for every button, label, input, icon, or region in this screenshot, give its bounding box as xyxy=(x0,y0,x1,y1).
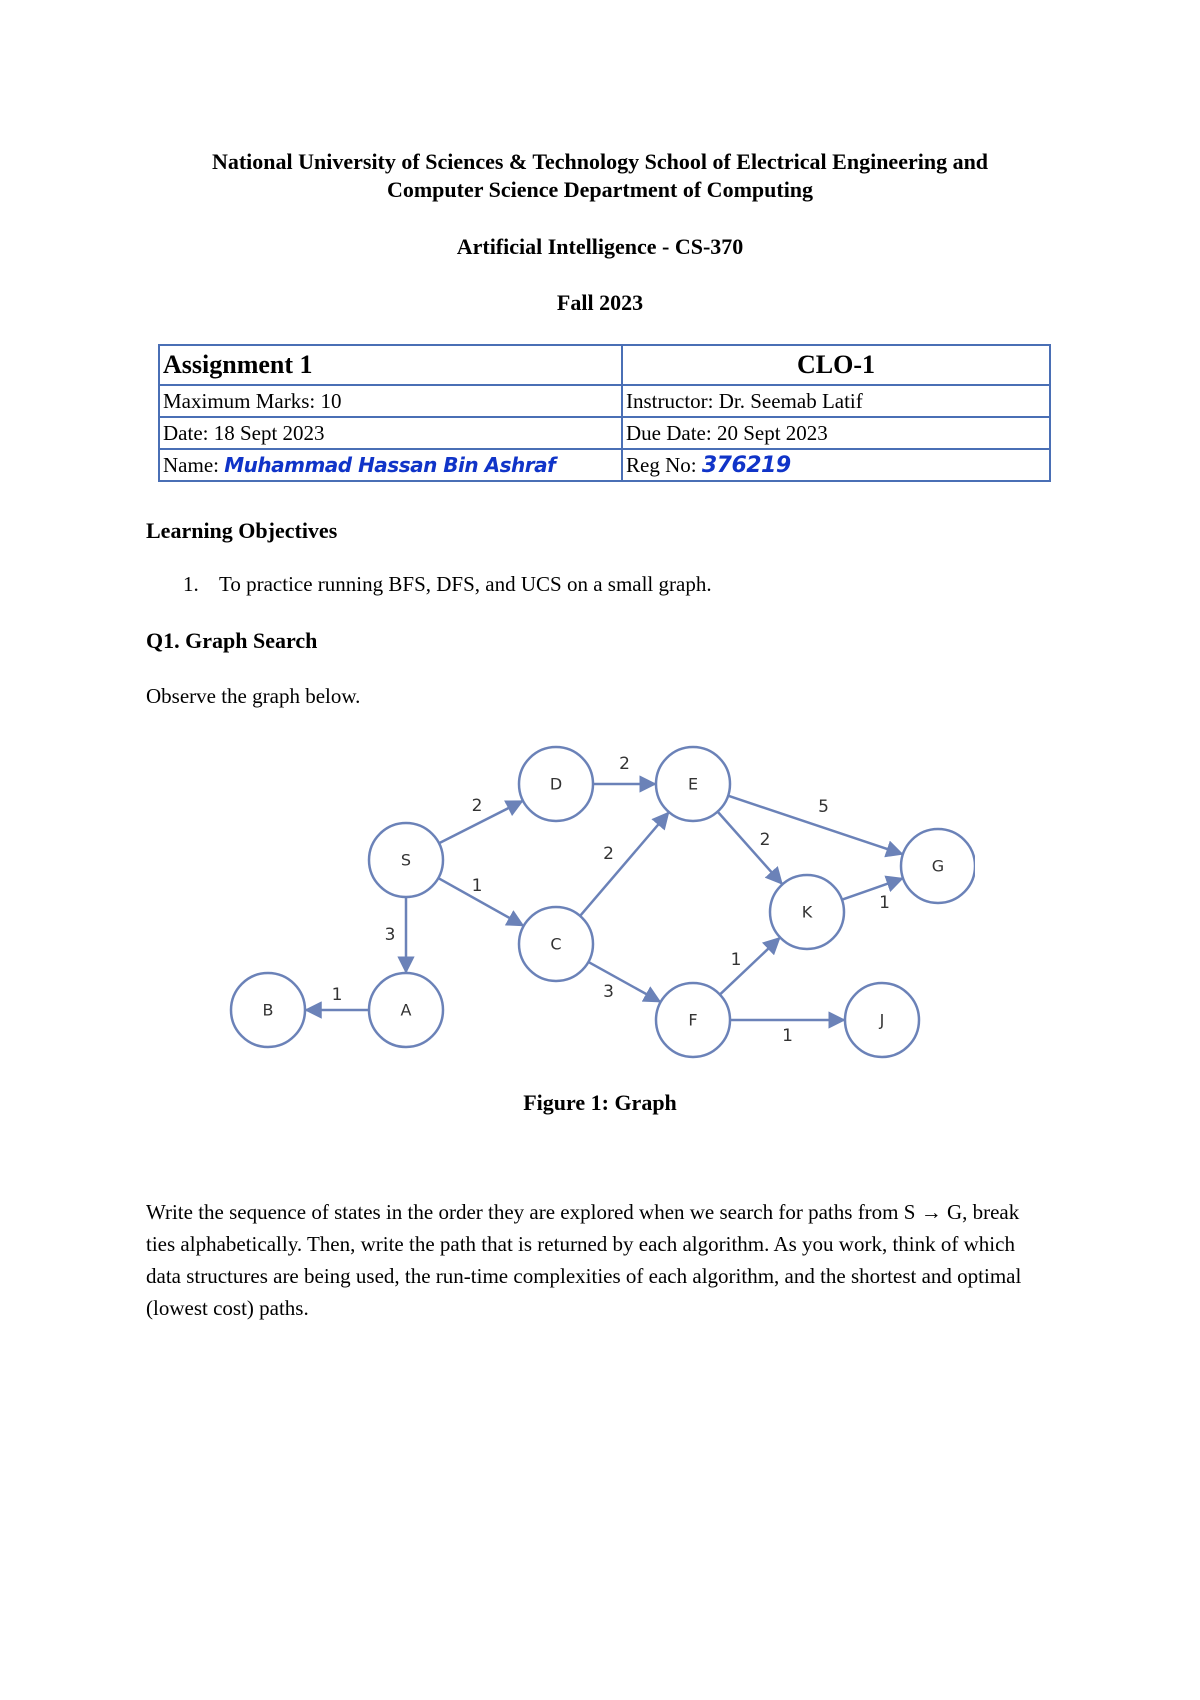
edge-e-g xyxy=(728,796,902,854)
edge-weight-label: 1 xyxy=(331,985,343,1005)
graph-figure xyxy=(215,730,975,1060)
q1-intro: Observe the graph below. xyxy=(146,684,361,708)
due-date: Due Date: 20 Sept 2023 xyxy=(622,417,1050,449)
institution-line-2: Computer Science Department of Computing xyxy=(386,177,814,202)
node-f xyxy=(656,983,730,1057)
q1-heading: Q1. Graph Search xyxy=(146,628,318,653)
edge-weight-label: 1 xyxy=(471,876,483,896)
instructor: Instructor: Dr. Seemab Latif xyxy=(622,385,1050,417)
node-label: C xyxy=(550,934,562,954)
objective-number: 1. xyxy=(183,572,199,596)
node-d xyxy=(519,747,593,821)
edge-c-f xyxy=(588,962,659,1002)
q1-body: Write the sequence of states in the order they are explored when we search for paths from S → G, break ties alphabetically. Then, write the path that is returned by each algorithm. As you work, think of which data structures are being used, the run-time complexities of each algorithm, and the shortest and optimal (lowest cost) paths. xyxy=(146,1200,1022,1320)
assignment-label: Assignment 1 xyxy=(159,345,622,385)
node-c xyxy=(519,907,593,981)
node-s xyxy=(369,823,443,897)
edge-weight-label: 3 xyxy=(384,925,396,945)
edge-weight-label: 1 xyxy=(879,893,890,913)
objective-item xyxy=(183,572,712,597)
edge-weight-label: 2 xyxy=(759,830,771,850)
node-b xyxy=(231,973,305,1047)
node-label: K xyxy=(801,902,813,922)
handwritten-reg-number: 376219 xyxy=(701,452,791,478)
handwritten-name: Muhammad Hassan Bin Ashraf xyxy=(224,452,556,477)
objectives-heading: Learning Objectives xyxy=(146,518,338,543)
edge-f-k xyxy=(720,938,780,994)
node-label: D xyxy=(549,774,563,794)
node-label: B xyxy=(262,1000,274,1020)
term-title: Fall 2023 xyxy=(556,290,644,315)
edge-e-k xyxy=(718,812,782,884)
node-k xyxy=(770,875,844,949)
edge-weight-label: 3 xyxy=(603,982,614,1002)
max-marks: Maximum Marks: 10 xyxy=(159,385,622,417)
reg-label: Reg No: xyxy=(626,452,697,477)
node-e xyxy=(656,747,730,821)
edge-weight-label: 2 xyxy=(471,796,483,816)
node-label: F xyxy=(688,1010,698,1030)
node-g xyxy=(901,829,975,903)
edge-weight-label: 2 xyxy=(603,844,614,864)
node-label: S xyxy=(400,850,412,870)
reg-cell xyxy=(622,449,1050,481)
edge-c-e xyxy=(580,813,668,916)
objective-text: To practice running BFS, DFS, and UCS on a small graph. xyxy=(219,572,712,596)
course-title: Artificial Intelligence - CS-370 xyxy=(456,234,744,259)
node-a xyxy=(369,973,443,1047)
edge-k-g xyxy=(842,879,902,900)
page-header xyxy=(0,148,1200,204)
clo-label: CLO-1 xyxy=(622,345,1050,385)
institution-line-1: National University of Sciences & Technology School of Electrical Engineering and xyxy=(211,149,989,174)
node-label: J xyxy=(879,1010,885,1030)
node-j xyxy=(845,983,919,1057)
name-cell xyxy=(159,449,622,481)
edge-weight-label: 1 xyxy=(730,950,742,970)
edge-weight-label: 5 xyxy=(818,797,829,817)
node-label: G xyxy=(931,856,945,876)
figure-caption: Figure 1: Graph xyxy=(523,1090,677,1115)
edge-weight-label: 2 xyxy=(619,754,630,774)
edge-weight-label: 1 xyxy=(782,1026,793,1046)
name-label: Name: xyxy=(163,452,219,477)
assignment-info-table xyxy=(158,344,1051,482)
issue-date: Date: 18 Sept 2023 xyxy=(159,417,622,449)
node-label: E xyxy=(687,774,699,794)
node-label: A xyxy=(400,1000,412,1020)
